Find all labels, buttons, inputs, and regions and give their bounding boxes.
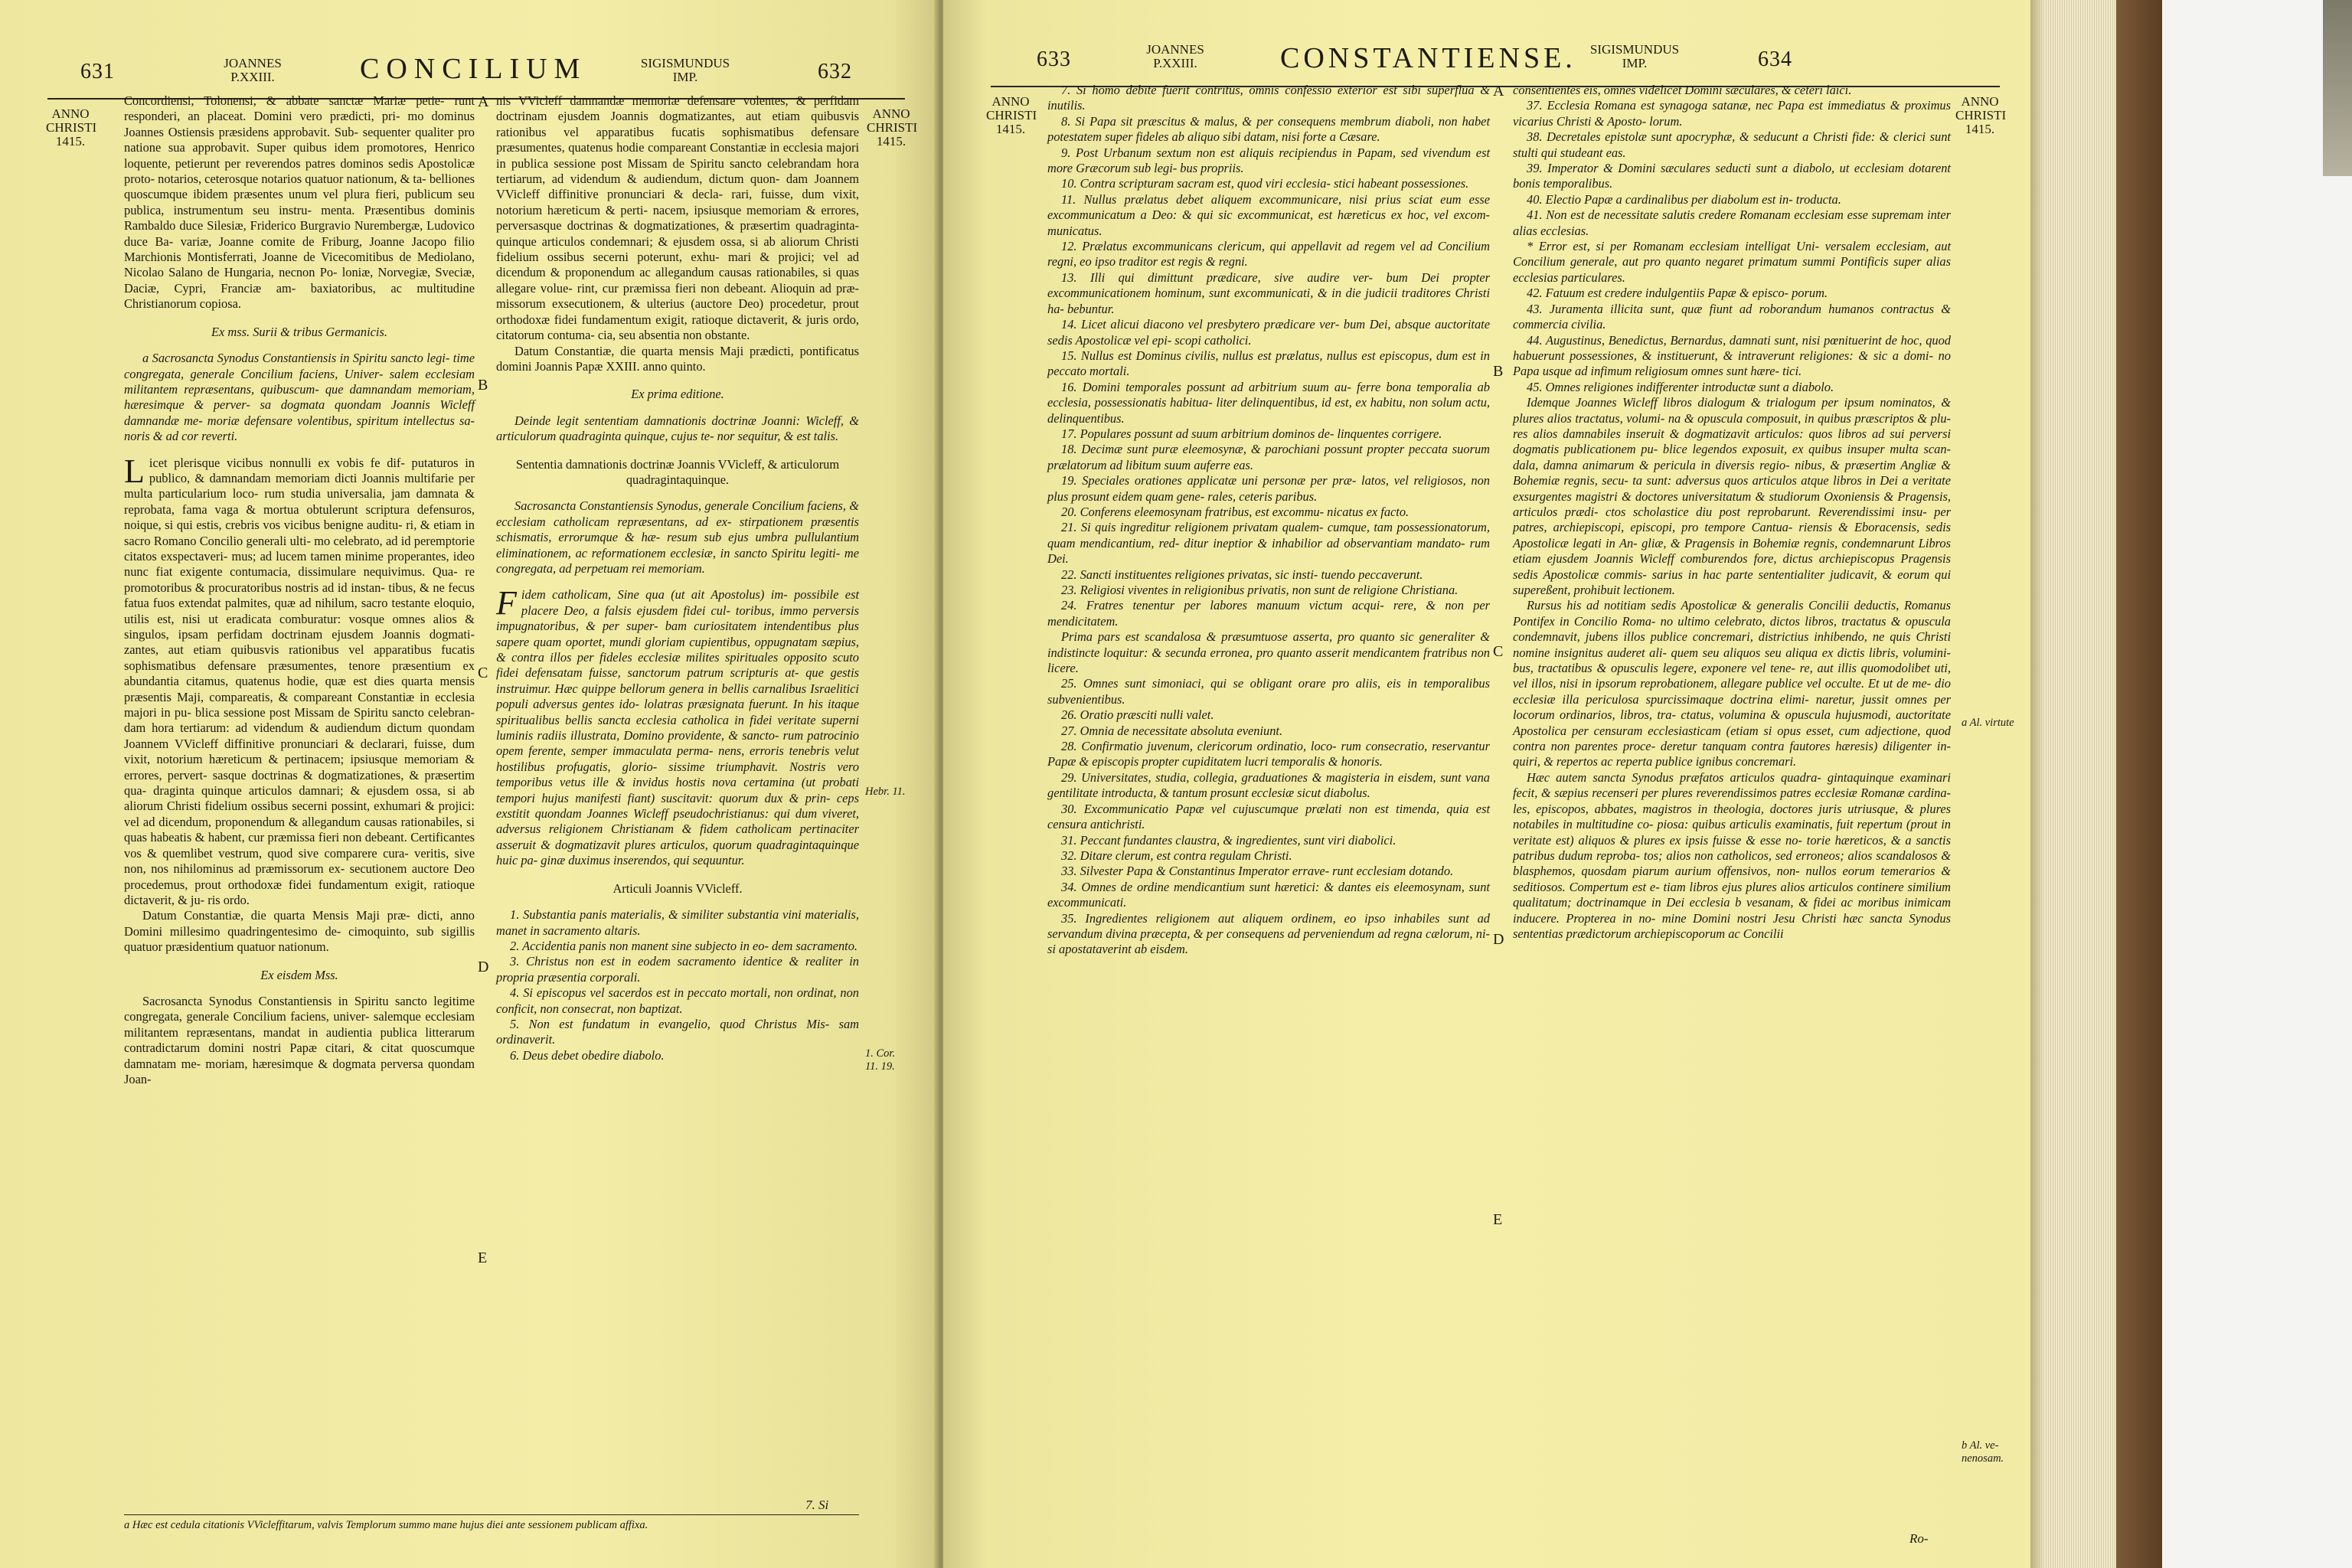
page-number-634: 634: [1758, 47, 1792, 71]
text-block: Fidem catholicam, Sine qua (ut ait Apostolus) im- possibile est placere Deo, a falsis ejusdem fidei cul- toribus, immo perversis impugnatoribus, & per super- bam curiositatem intendentibus plus sapere quam oportet, mundi gloriam cupientibus, oppugnatam sæpius, & contra illos per fideles ecclesiæ milites spirituales opposito scuto fidei defensatam fuisse, sanctorum patrum scripturis at- que gestis instruimur. Hæc quippe bellorum genera in bellis carnalibus Israelitici populi adversus gentes ido- lolatras præsignata fuerunt. In his itaque spiritualibus bellis sancta ecclesia catholica in fidei veritate superni luminis radiis illustrata, Domino providente, & sancto- rum patrocinio opem ferente, semper immaculata perma- nens, erroris tenebris velut hostilibus profugatis, glorio- sissime triumphavit. Nostris vero temporibus vetus ille & invidus hostis nova certamina (ut probati tempori hujus manifesti fiant) suscitavit: quorum dux & prin- ceps exstitit quondam Joannes Wicleff pseudochristianus: qui dum viveret, adversus religionem Christianam & fidem catholicam pertinaciter asseruit & dogmatizavit plures articulos, quorum quadragintaquinque huic pa- ginæ duximus inserendos, qui sequuntur.: [496, 584, 859, 868]
scripture-ref: 1. Cor. 11. 19.: [865, 1047, 896, 1073]
footnote-rule: [124, 1514, 859, 1515]
article-item: 45. Omnes religiones indifferenter introductæ sunt a diabolo.: [1527, 379, 1834, 394]
article-item: 38. Decretales epistolæ sunt apocryphæ, & seducunt a Christi fide: & clerici sunt stulti qui studeant eas.: [1513, 129, 1951, 160]
article-item: 32. Ditare clerum, est contra regulam Christi.: [1061, 848, 1292, 863]
margin-letter: B: [1493, 363, 1504, 380]
margin-letter: D: [1493, 931, 1504, 948]
article-item: 44. Augustinus, Benedictus, Bernardus, damnati sunt, nisi pœnituerint de hoc, quod habuerunt possessiones, & instituerunt, & intraverunt religiones: & sic a domi- no Papa usque ad infimum religiosum omnes sunt hære- tici.: [1513, 332, 1951, 379]
article-item: 17. Populares possunt ad suum arbitrium dominos de- linquentes corrigere.: [1061, 426, 1442, 441]
anno-left-note: ANNO CHRISTI 1415.: [986, 94, 1037, 136]
article-item: 23. Religiosi viventes in religionibus privatis, non sunt de religione Christiana.: [1061, 583, 1459, 597]
left-page-col1: [124, 93, 475, 1087]
text-block: nis VVicleff damnandæ memoriæ defensare volentes, & perfidam doctrinam ejusdem Joannis dogmatizantes, aut etiam quibusvis rationibus vel apparatibus fucatis sophismatibus defensare præsumentes, quatenus hodie compareant Constantiæ in ecclesia majori in publica sessione post Missam de Spiritu sancto celebrandam hora tertiarum, ad videndum & audiendum, dictum quon- dam Joannem VVicleff diffinitive pronunciari & decla- rari, fuisse, dum vixit, notorium hæreticum & perti- nacem, ipsiusque memoriam & errores, perversasque doctrinas & dogmatizationes, & præsertim quadraginta- quinque articulos condemnari; & ejusdem ossa, si ab aliorum Christi fidelium ossibus secerni poterunt, exhu- mari & projici; vel ad dicendum & proponendum ac allegandum causas rationabiles, si quas allegare volue- rint, cur præmissa fieri non debeant. Alioquin ad præ- missorum exsecutionem, & ulterius (auctore Deo) procedetur, prout orthodoxæ fidei fundamentum exigit, ratioque dictaverit, & juris ordo, citatorum contuma- cia, seu absentia non obstante.: [496, 93, 859, 343]
right-page: [943, 0, 2030, 1568]
text-block: consentientes eis, omnes videlicet Domini sæculares, & ceteri laici.: [1513, 83, 1852, 97]
article-item: 43. Juramenta illicita sunt, quæ fiunt ad roborandum humanos contractus & commercia civilia.: [1513, 301, 1951, 332]
source-heading: Ex mss. Surii & tribus Germanicis.: [211, 324, 387, 339]
article-item: 21. Si quis ingreditur religionem privatam qualem- cumque, tam possessionatorum, quam mendicantium, red- ditur ineptior & inhabilior ad observantiam mandato- rum Dei.: [1047, 520, 1490, 567]
emperor-heading: SIGISMUNDUS IMP.: [640, 56, 730, 84]
article-item: 27. Omnia de necessitate absoluta eveniunt.: [1061, 723, 1283, 738]
left-page-col2: [496, 93, 859, 1063]
article-item: 14. Licet alicui diacono vel presbytero prædicare ver- bum Dei, absque auctoritate sedis Apostolicæ vel epi- scopi catholici.: [1047, 317, 1490, 348]
section-heading: Sententia damnationis doctrinæ Joannis VVicleff, & articulorum quadragintaquinque.: [515, 456, 840, 487]
catchword: Ro-: [1909, 1531, 1929, 1546]
right-page-col2: [1513, 83, 1951, 942]
page-number-633: 633: [1037, 47, 1071, 71]
margin-letter: D: [478, 959, 489, 975]
margin-letter: C: [478, 665, 488, 681]
anno-right-note: ANNO CHRISTI 1415.: [867, 106, 918, 149]
article-item: 1. Substantia panis materialis, & similiter substantia vini materialis, manet in sacramento altaris.: [496, 907, 859, 938]
article-item: 40. Electio Papæ a cardinalibus per diabolum est in- troducta.: [1527, 191, 1841, 207]
article-item: 3. Christus non est in eodem sacramento identice & realiter in propria præsentia corporali.: [496, 954, 859, 985]
variant-note: a Al. virtute: [1962, 717, 2014, 729]
margin-letter: A: [478, 93, 489, 110]
citation-decree: a Sacrosancta Synodus Constantiensis in Spiritu sancto legi- time congregata, generale Concilium faciens, Univer- salem ecclesiam militantem repræsentans, quibuscum- que damnandam memoriam, hæresimque & perver- sa dogmata quondam Joannis Wicleff damnandæ me- moriæ defensare volentibus, spiritum intellectus sa- noris & ad cor reverti.: [124, 351, 475, 444]
article-item: 15. Nullus est Dominus civilis, nullus est prælatus, nullus est episcopus, dum est in peccato mortali.: [1047, 348, 1490, 379]
article-item: 37. Ecclesia Romana est synagoga satanæ, nec Papa est immediatus & proximus vicarius Christi & Aposto- lorum.: [1513, 98, 1951, 129]
background-object: [2323, 0, 2352, 176]
anno-left-note: ANNO CHRISTI 1415.: [46, 106, 97, 149]
article-item: 30. Excommunicatio Papæ vel cujuscumque prælati non est timenda, quia est censura antichristi.: [1047, 801, 1490, 832]
article-item: 29. Universitates, studia, collegia, graduationes & magisteria in eisdem, sunt vana gentilitate introducta, & tantum prosunt ecclesiæ sicut diabolus.: [1047, 769, 1490, 801]
article-item: 18. Decimæ sunt puræ eleemosynæ, & parochiani possunt propter peccata suorum prælatorum ad libitum suum auferre eas.: [1047, 442, 1490, 472]
anno-right-note: ANNO CHRISTI 1415.: [1955, 94, 2007, 136]
running-title: CONCILIUM: [360, 53, 587, 85]
article-item: 10. Contra scripturam sacram est, quod viri ecclesia- stici habeant possessiones.: [1061, 176, 1469, 191]
article-item: 28. Confirmatio juvenum, clericorum ordinatio, loco- rum consecratio, reservantur Papæ & episcopis propter cupiditatem lucri temporalis & honoris.: [1047, 739, 1490, 769]
article-item: 7. Si homo debite fuerit contritus, omnis confessio exterior est sibi superflua & inutilis.: [1047, 83, 1490, 113]
source-heading: Ex prima editione.: [631, 387, 724, 402]
page-number-632: 632: [818, 60, 852, 83]
date-line: Datum Constantiæ, die quarta mensis Maji prædicti, pontificatus domini Joannis Papæ XXIII. anno quinto.: [496, 343, 859, 374]
right-page-header: [943, 0, 2030, 92]
article-item: 9. Post Urbanum sextum non est aliquis recipiendus in Papam, sed vivendum est more Græcorum sub legi- bus propriis.: [1047, 145, 1490, 176]
article-item: 42. Fatuum est credere indulgentiis Papæ & episco- porum.: [1527, 286, 1828, 301]
right-page-col1: [1047, 83, 1490, 958]
margin-letter: A: [1493, 83, 1504, 100]
text-block: Sacrosancta Synodus Constantiensis in Spiritu sancto legitime congregata, generale Concilium faciens, univer- salemque ecclesiam militantem repræsentans, mandat in audientia publica litterarum contradictarum domini nostri Papæ citari, & citat quoscumque damnatam me- moriam, hæresimque & dogmata perversa quondam Joan-: [124, 993, 475, 1086]
page-block-edge: [2030, 0, 2116, 1568]
text-block: Hæc autem sancta Synodus præfatos articulos quadra- gintaquinque examinari fecit, & sæpius recenseri per plures reverendissimos patres ecclesiæ Romanæ cardina- les, episcopos, abbates, magistros in theologia, doctores juris utriusque, & plures notabiles in multitudine co- piosa: quibus articulis examinatis, fuit repertum (prout in veritate est) aliquos & plures ex ipsis fuisse & esse no- torie hæreticos, & a sanctis patribus dudum reproba- tos; alios non catholicos, sed erroneos; alios scandalosos & blasphemos, quosdam piarum aurium offensivos, non- nullos eorum temerarios & seditiosos. Compertum est e- tiam libros ejus plures alios articulos continere similium qualitatum; doctrinamque in Dei ecclesia b vesanam, & fidei ac moribus inimicam inducere. Propterea in no- mine Domini nostri Jesu Christi hæc sancta Synodus sententias prædictorum archiepiscoporum ac Concilii: [1513, 769, 1951, 941]
book-cover-edge: [2116, 0, 2162, 1568]
article-item: 31. Peccant fundantes claustra, & ingredientes, sunt viri diabolici.: [1061, 832, 1396, 848]
article-item: 25. Omnes sunt simoniaci, qui se obligant orare pro aliis, eis in temporalibus subvenientibus.: [1047, 676, 1490, 707]
article-item: 19. Speciales orationes applicatæ uni personæ per præ- latos, vel religiosos, non plus prosunt eidem quam gene- rales, ceteris paribus.: [1047, 473, 1490, 504]
text-block: Sacrosancta Constantiensis Synodus, generale Concilium faciens, & ecclesiam catholicam repræsentans, ad ex- stirpationem præsentis schismatis, errorumque & hæ- resum sub ejus umbra pullulantium eliminationem, ac reformationem ecclesiæ, in sancto Spiritu legiti- me congregata, ad perpetuam rei memoriam.: [496, 498, 859, 576]
article-item: 24. Fratres tenentur per labores manuum victum acqui- rere, & non per mendicitatem.: [1047, 598, 1490, 629]
source-heading: Ex eisdem Mss.: [260, 967, 338, 982]
text-block: Deinde legit sententiam damnationis doctrinæ Joanni: Wicleff, & articulorum quadraginta quinque, cujus te- nor sequitur, & est talis.: [496, 413, 859, 444]
article-item: 41. Non est de necessitate salutis credere Romanam ecclesiam esse supremam inter alias ecclesias.: [1513, 207, 1951, 238]
article-item: 35. Ingredientes religionem aut aliquem ordinem, eo ipso inhabiles sunt ad servandum divina præcepta, & per consequens ad perveniendum ad regna cælorum, ni- si apostataverint ab eisdem.: [1047, 910, 1490, 957]
article-item: 8. Si Papa sit præscitus & malus, & per consequens membrum diaboli, non habet potestatem super fideles ab aliquo sibi datam, nisi forte a Cæsare.: [1047, 113, 1490, 145]
article-item: 12. Prælatus excommunicans clericum, qui appellavit ad regem vel ad Concilium regni, eo ipso traditor est regis & regni.: [1047, 239, 1490, 270]
article-item: 39. Imperator & Domini sæculares seducti sunt a diabolo, ut ecclesiam dotarent bonis temporalibus.: [1513, 161, 1951, 191]
text-block: Rursus his ad notitiam sedis Apostolicæ & generalis Concilii deductis, Romanus Pontifex in Concilio Roma- no ultimo celebrato, dictos libros, tractatus & opuscula condemnavit, jubens illos publice concremari, districtius inhibendo, ne quis Christi nomine insignitus auderet ali- quem seu aliquos seu aliqua ex dictis libris, volumini- bus, tractatibus & opusculis legere, exponere vel tene- re, aut illis quomodolibet uti, vel illos, nisi in ipsorum reprobationem, allegare publice vel occulte. Et ut de me- dio ecclesiæ illa periculosa spurcissimaque doctrina elimi- naretur, jussit omnes per locorum ordinarios, libros, tra- ctatus, volumina & opuscula hujusmodi, auctoritate Apostolica per censuram ecclesiasticam (etiam si opus esset, cum adjectione, quod contra non parentes proce- deretur tanquam contra fautores hæresis) diligenter in- quiri, & repertos ac reperta publice ignibus concremari.: [1513, 598, 1951, 769]
scripture-ref: Hebr. 11.: [865, 786, 906, 798]
margin-letter: E: [1493, 1211, 1503, 1228]
article-item: 34. Omnes de ordine mendicantium sunt hæretici: & dantes eis eleemosynam, sunt excommunicati.: [1047, 879, 1490, 910]
emperor-heading: SIGISMUNDUS IMP.: [1589, 42, 1680, 70]
article-comment: Prima pars est scandalosa & præsumtuose asserta, pro quanto sic generaliter & indistincte loquitur: & secunda erronea, pro quanto asserit mendicantem fratribus non licere.: [1047, 629, 1490, 676]
article-item: 4. Si episcopus vel sacerdos est in peccato mortali, non ordinat, non conficit, non consecrat, non baptizat.: [496, 985, 859, 1016]
left-page: [0, 0, 939, 1568]
variant-note: b Al. ve- nenosam.: [1962, 1439, 2004, 1465]
margin-letter: B: [478, 377, 488, 394]
article-item: 5. Non est fundatum in evangelio, quod Christus Mis- sam ordinaverit.: [496, 1016, 859, 1047]
left-page-header: [0, 0, 939, 92]
article-item: 6. Deus debet obedire diabolo.: [510, 1047, 665, 1063]
article-item: 11. Nullus prælatus debet aliquem excommunicare, nisi prius sciat eum esse excommunicatum a Deo: & qui sic excommunicat, est hæreticus ex hoc, vel excom- municatus.: [1047, 191, 1490, 238]
date-line: Datum Constantiæ, die quarta Mensis Maji præ- dicti, anno Domini millesimo quadringentesimo de- cimoquinto, sub sigillis quatuor præsidentium quatuor nationum.: [124, 908, 475, 955]
table-surface: [2162, 0, 2352, 1568]
article-comment: * Error est, si per Romanam ecclesiam intelligat Uni- versalem ecclesiam, aut Concilium generale, aut pro quanto negaret primatum summi Pontificis super alias ecclesias particulares.: [1513, 239, 1951, 285]
section-heading: Articuli Joannis VVicleff.: [612, 880, 743, 896]
article-item: 13. Illi qui dimittunt prædicare, sive audire ver- bum Dei propter excommunicationem hominum, sunt excommunicati, & in die judicii traditores Christi ha- bebuntur.: [1047, 270, 1490, 316]
article-item: 16. Domini temporales possunt ad arbitrium suum au- ferre bona temporalia ab ecclesia, possessionatis habitua- liter delinquentibus, id est, ex habitu, non solum actu, delinquentibus.: [1047, 379, 1490, 426]
article-item: 20. Conferens eleemosynam fratribus, est excommu- nicatus ex facto.: [1061, 504, 1410, 519]
pope-heading: JOANNES P.XXIII.: [1146, 42, 1204, 70]
article-item: 26. Oratio præsciti nulli valet.: [1061, 707, 1214, 723]
text-block: Licet plerisque vicibus nonnulli ex vobis fe dif- putaturos in publico, & damnandam memoriam dicti Joannis multifarie per multa particularium loco- rum studia universalia, jam damnata & reprobata, fama vaga & mortua obtulerunt scriptura defensuros, noique, si qui estis, crebris vos vicibus benigne auditu- ri, & etiam in sacro Romano Concilio generali ulti- mo celebrato, ad id peremptorie citatos exspectaveri- mus; ad lucem tamen minime properantes, ideo nunc fiat exigente contumacia, dissimulare nequivimus. Qua- re promotoribus & procuratoribus nostris ad id instan- tibus, & ne fecus fatua fuos extendat palmites, quæ ad nihilum, sacro testante eloquio, utilis est, nisi ut eradicata comburatur: vosque omnes alios & singulos, ipsam perfidam doctrinam ejusdem Joannis dogmati- zantes, aut etiam quibusvis rationibus vel apparatibus fucatis sophismatibus defensare præsumentes, tenore præsentium ex abundantia citamus, quatenus hodie, quæ est dies quarta mensis præsentis Maji, compareatis, & compareant Constantiæ in ecclesia majori in pu- blica sessione post Missam de Spiritu sancto celebran- dam hora tertiarum: ad videndum & audiendum dictum quondam Joannem VVicleff diffinitive pronunciari & declarari, fuisse, dum vixit, notorium hæreticum & pertinacem; ipsiusque memoriam & errores, pervert- sasque doctrinas & dogmatizationes, & præsertim qua- draginta quinque articulos damnari; & ejusdem ossa, si ab aliorum Christi fidelium ossibus secerni possint, exhumari & projici: vel ad dicendum, proponendum & allegandum causas rationabiles, si quas habeatis & habent, cur præmissa fieri non debeant. Certificantes vos & quemlibet vestrum, quod sive comparere cura- veritis, sive non, nos nihilominus ad præmissorum ex- secutionem auctore Deo procedemus, prout orthodoxæ fidei fundamentum exigit, ratioque dictaverit, & ju- ris ordo.: [124, 452, 475, 907]
margin-letter: E: [478, 1250, 488, 1266]
article-item: 33. Silvester Papa & Constantinus Imperator errave- runt ecclesiam dotando.: [1061, 864, 1454, 879]
text-block: Idemque Joannes Wicleff libros dialogum & trialogum per ipsum nominatos, & plures alios tractatus, volumi- na & opuscula composuit, in quibus præscriptos & plu- res alios damnabiles inseruit & dogmatizavit articulos: quos libros ad sui perversi dogmatis publicationem pu- blice legendos exposuit, ex quibus insuper multa scan- dala, damna animarum & pericula in diversis regio- nibus, & præsertim Angliæ & Bohemiæ regnis, secu- ta sunt: adversus quos articulos atque libros in Dei a veritate exsurgentes magistri & doctores universitatum & studiorum Oxoniensis & Pragensis, articulos prædi- ctos scholastice diu post reprobarunt. Reverendissimi insu- per patres, archiepiscopi, episcopi, pro tempore Cantua- riensis & Eboracensis, sedis Apostolicæ legati in An- gliæ, & Pragensis in Bohemiæ regnis, condemnarunt Libros etiam ejusdem Joannis Wicleff comburendos fore, dictus archiepiscopus Pragensis sedis Apostolicæ commis- sarius in hac parte sententialiter judicavit, & eorum qui supereßent, prohibuit lectionem.: [1513, 395, 1951, 597]
footnote: a Hæc est cedula citationis VVicleffitarum, valvis Templorum summo mane hujus diei ante sessionem publicam affixa.: [124, 1519, 648, 1531]
catchword: 7. Si: [805, 1498, 829, 1512]
pope-heading: JOANNES P.XXIII.: [224, 56, 282, 84]
article-item: 22. Sancti instituentes religiones privatas, sic insti- tuendo peccaverunt.: [1061, 567, 1423, 582]
margin-letter: C: [1493, 643, 1504, 660]
page-number-631: 631: [80, 60, 115, 83]
article-item: 2. Accidentia panis non manent sine subjecto in eo- dem sacramento.: [510, 938, 858, 953]
text-block: Concordiensi, Tolonensi, & abbate sanctæ Mariæ petie- runt responderi, an placeat. Domini vero prædicti, pri- mo dominus Joannes Ostiensis præsidens approbavit. Sub- sequenter qualiter pro natione sua approbavit. Super quibus idem promotores, Henrico loquente, petierunt per reverendos patres dominos sedis Apostolicæ proto- notarios, ceterosque notarios quatuor nationum, & ta- belliones quoscumque ibidem præsentes unum vel plura fieri, publicum seu publica, instrumentum seu instru- menta. Præsentibus dominis Rambaldo duce Silesiæ, Friderico Burgravio Nurembergæ, Ludovico duce Ba- variæ, Joanne comite de Friburg, Joanne Jacopo filio Marchionis Montisferrati, Joanne de Vicecomitibus de Mediolano, Nicolao Salano de Hungaria, necnon Po- loniæ, Norvegiæ, Sveciæ, Daciæ, Cypri, Franciæ am- baxiatoribus, ac multitudine Christianorum copiosa.: [124, 93, 475, 312]
running-title: CONSTANTIENSE.: [1280, 42, 1576, 74]
